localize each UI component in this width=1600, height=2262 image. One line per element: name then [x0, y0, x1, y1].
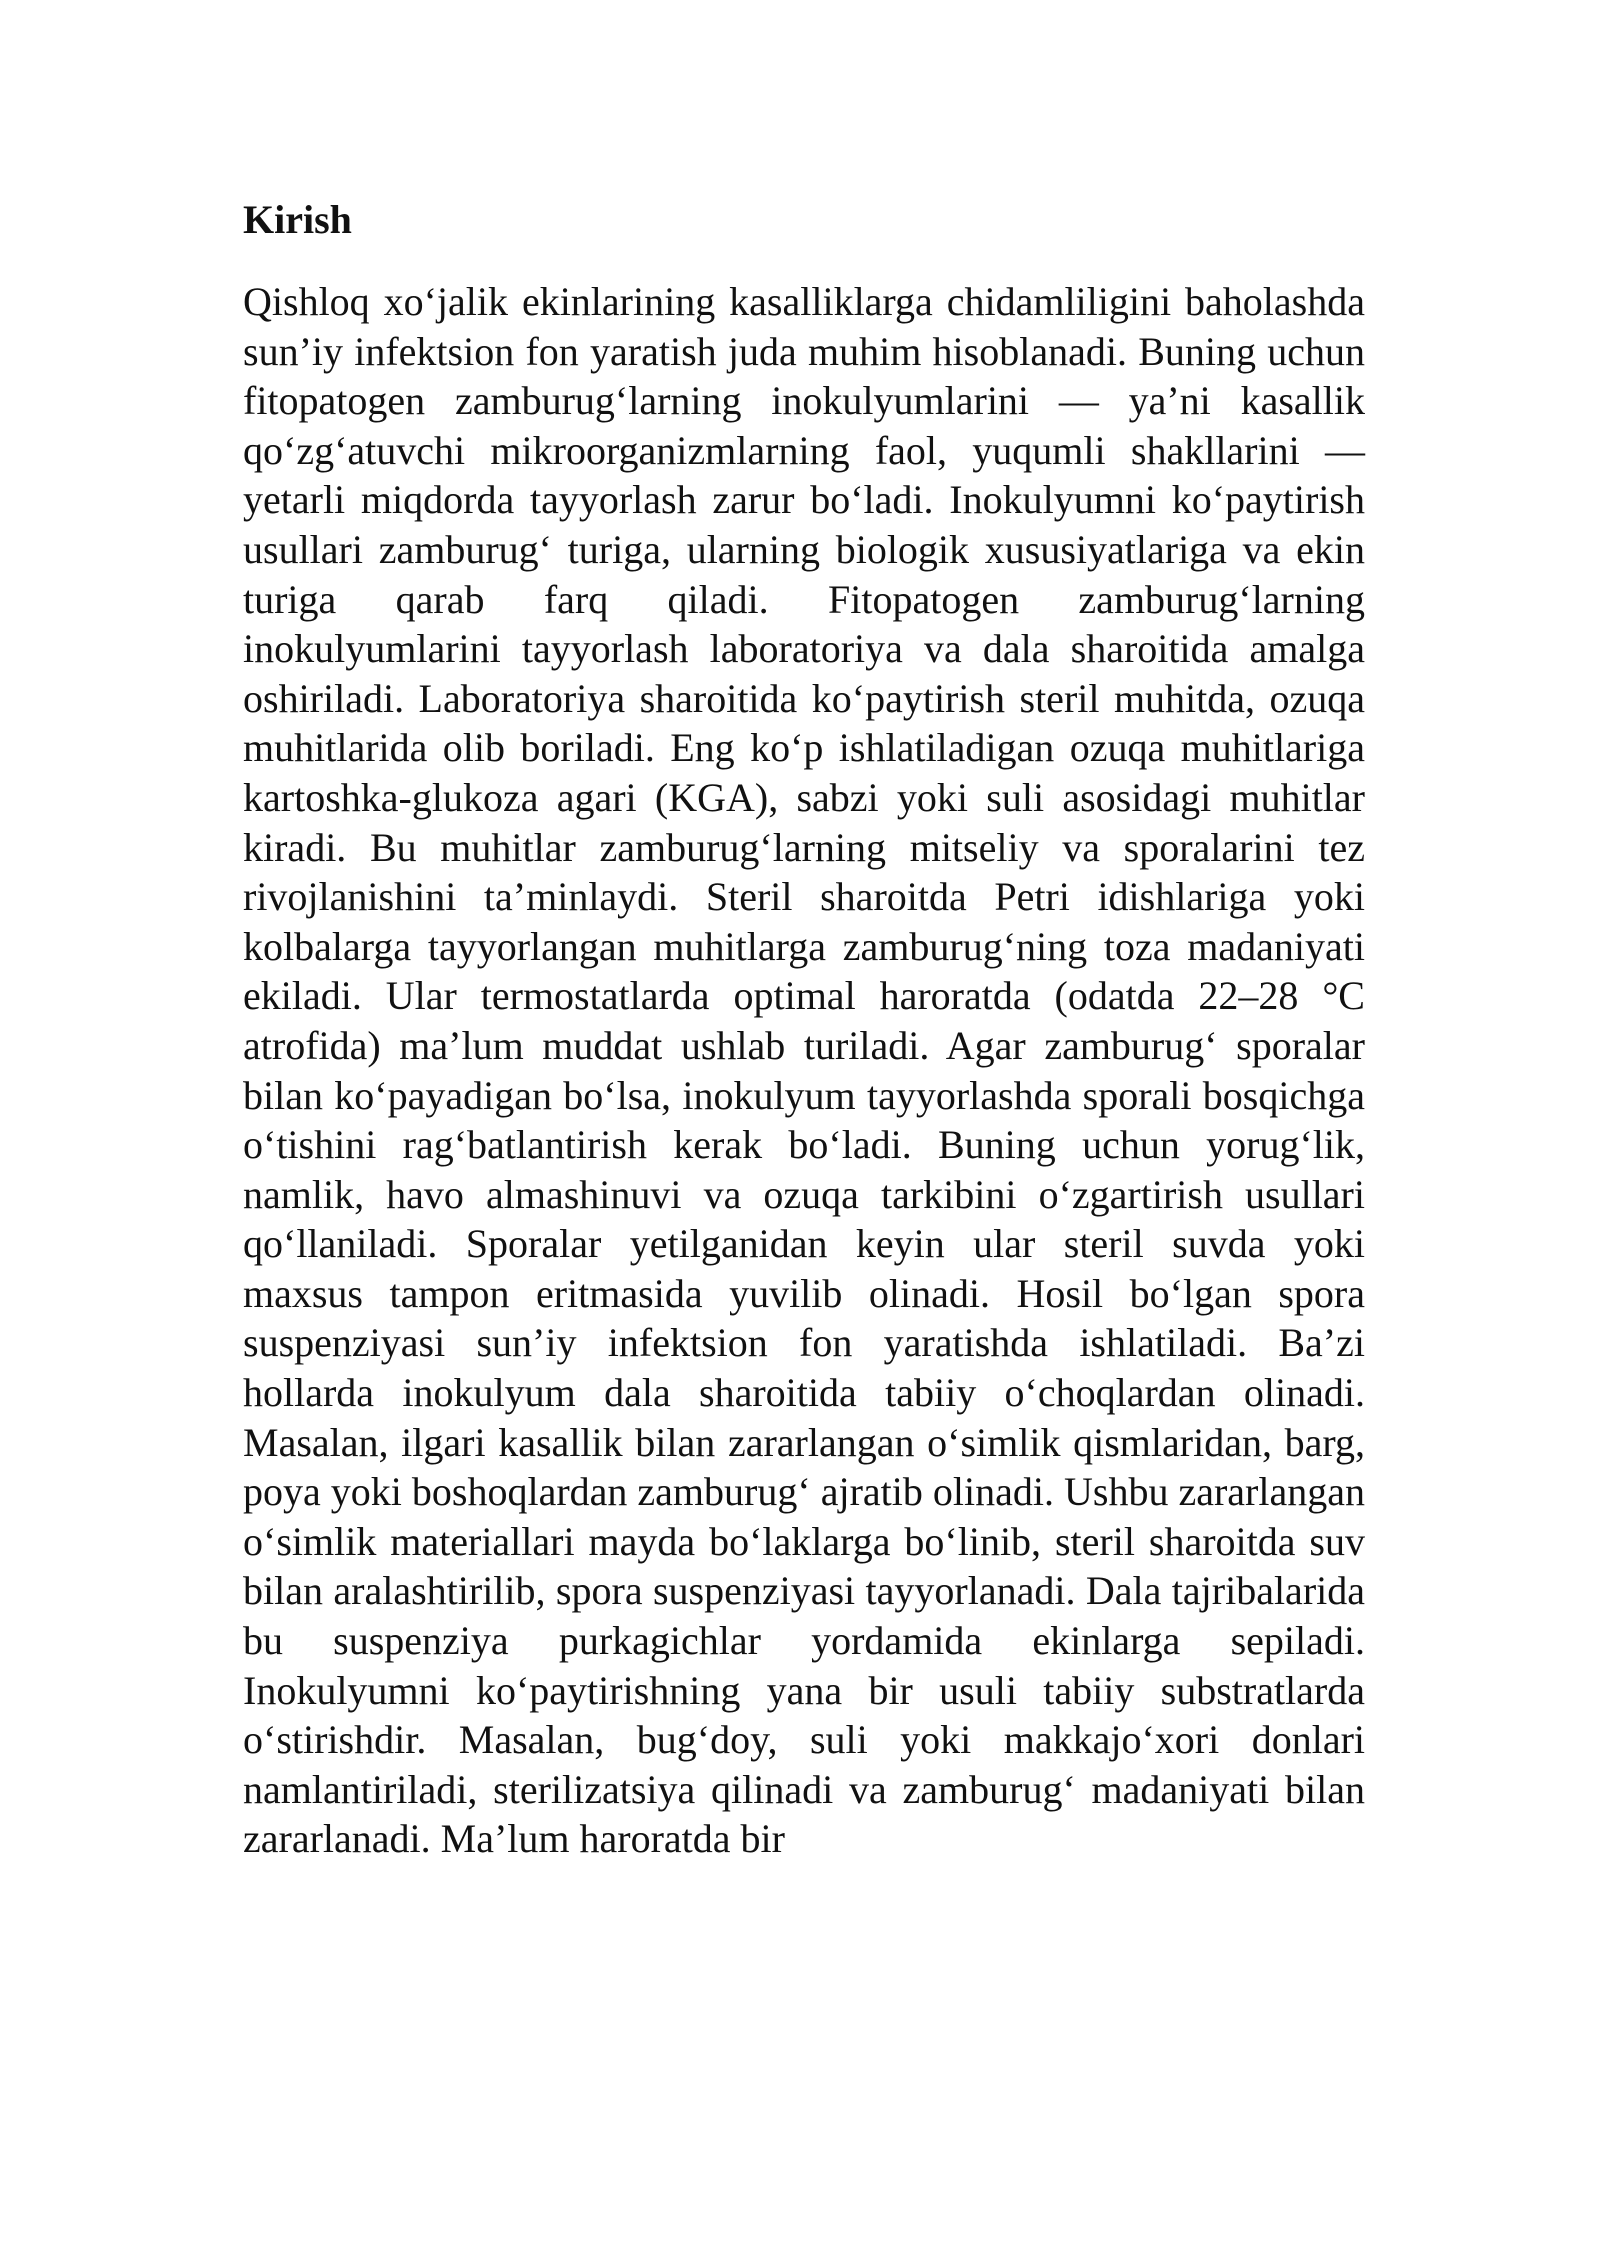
document-page	[243, 190, 1365, 1864]
section-heading: Kirish	[243, 197, 352, 242]
body-paragraph: Qishloq xo‘jalik ekinlarining kasalliklarga chidamliligini baholashda sun’iy infektsion fon yaratish juda muhim hisoblanadi. Buning uchun fitopatogen zamburug‘larning inokulyumlarini — ya’ni kasallik qo‘zg‘atuvchi mikroorganizmlarning faol, yuqumli shakllarini — yetarli miqdorda tayyorlash zarur bo‘ladi. Inokulyumni ko‘paytirish usullari zamburug‘ turiga, ularning biologik xususiyatlariga va ekin turiga qarab farq qiladi. Fitopatogen zamburug‘larning inokulyumlarini tayyorlash laboratoriya va dala sharoitida amalga oshiriladi. Laboratoriya sharoitida ko‘paytirish steril muhitda, ozuqa muhitlarida olib boriladi. Eng ko‘p ishlatiladigan ozuqa muhitlariga kartoshka-glukoza agari (KGA), sabzi yoki suli asosidagi muhitlar kiradi. Bu muhitlar zamburug‘larning mitseliy va sporalarini tez rivojlanishini ta’minlaydi. Steril sharoitda Petri idishlariga yoki kolbalarga tayyorlangan muhitlarga zamburug‘ning toza madaniyati ekiladi. Ular termostatlarda optimal haroratda (odatda 22–28 °C atrofida) ma’lum muddat ushlab turiladi. Agar zamburug‘ sporalar bilan ko‘payadigan bo‘lsa, inokulyum tayyorlashda sporali bosqichga o‘tishini rag‘batlantirish kerak bo‘ladi. Buning uchun yorug‘lik, namlik, havo almashinuvi va ozuqa tarkibini o‘zgartirish usullari qo‘llaniladi. Sporalar yetilganidan keyin ular steril suvda yoki maxsus tampon eritmasida yuvilib olinadi. Hosil bo‘lgan spora suspenziyasi sun’iy infektsion fon yaratishda ishlatiladi. Ba’zi hollarda inokulyum dala sharoitida tabiiy o‘choqlardan olinadi. Masalan, ilgari kasallik bilan zararlangan o‘simlik qismlaridan, barg, poya yoki boshoqlardan zamburug‘ ajratib olinadi. Ushbu zararlangan o‘simlik materiallari mayda bo‘laklarga bo‘linib, steril sharoitda suv bilan aralashtirilib, spora suspenziyasi tayyorlanadi. Dala tajribalarida bu suspenziya purkagichlar yordamida ekinlarga sepiladi. Inokulyumni ko‘paytirishning yana bir usuli tabiiy substratlarda o‘stirishdir. Masalan, bug‘doy, suli yoki makkajo‘xori donlari namlantiriladi, sterilizatsiya qilinadi va zamburug‘ madaniyati bilan zararlanadi. Ma’lum haroratda bir	[243, 279, 1365, 1862]
